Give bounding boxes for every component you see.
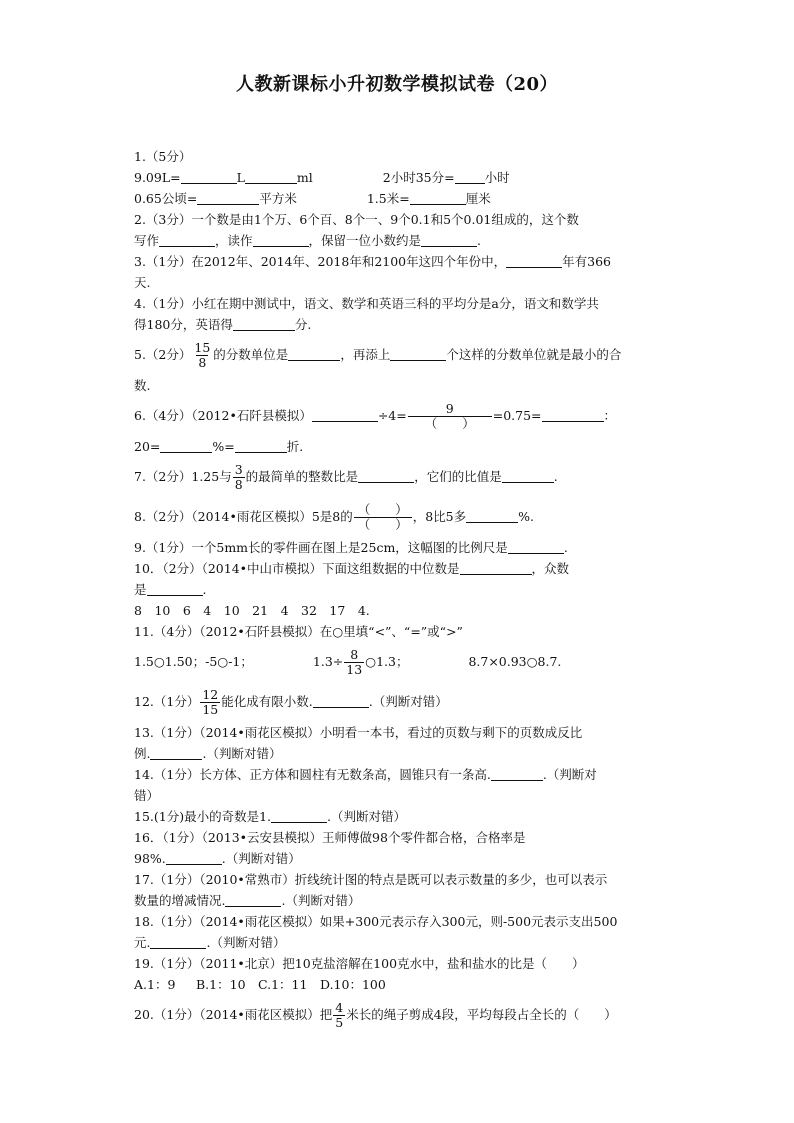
answer-blank[interactable] xyxy=(166,850,222,865)
fraction-numerator: 4 xyxy=(335,1000,344,1015)
q2-text: ，保留一位小数约是 xyxy=(308,233,422,248)
q1-head: 1.（5分） xyxy=(134,149,192,164)
q10-text: 10．（2分）（2014•中山市模拟）下面这组数据的中位数是 xyxy=(134,561,460,576)
fraction-numerator[interactable]: （ ） xyxy=(357,502,408,517)
option-c[interactable]: C.1：11 xyxy=(258,977,308,992)
q17-line2 xyxy=(134,890,662,911)
answer-blank[interactable] xyxy=(147,581,203,596)
option-b[interactable]: B.1：10 xyxy=(196,977,246,992)
q4-line2 xyxy=(134,314,662,335)
q6-text: ÷4= xyxy=(377,408,407,423)
q8-text: 8.（2分）（2014•雨花区模拟）5是8的 xyxy=(134,509,353,524)
q6-text: 20= xyxy=(134,439,161,454)
q3-text: 3.（1分）在2012年、2014年、2018年和2100年这四个年份中， xyxy=(134,254,507,269)
q1-b1: 2小时35分= xyxy=(382,170,455,185)
q5-text: 的分数单位是 xyxy=(213,347,289,362)
answer-blank[interactable] xyxy=(235,438,287,453)
fraction xyxy=(233,463,245,492)
answer-blank[interactable] xyxy=(502,468,554,483)
q2-text: 写作 xyxy=(134,233,160,248)
q6-text: 折. xyxy=(286,439,304,454)
answer-blank[interactable] xyxy=(225,892,281,907)
q10-text: ，众数 xyxy=(531,561,570,576)
answer-blank[interactable] xyxy=(288,346,340,361)
q15-line1 xyxy=(134,806,662,827)
q8-text: %. xyxy=(518,509,534,524)
q3-line1 xyxy=(134,251,662,272)
fraction xyxy=(408,402,492,431)
q4-text: 分. xyxy=(294,317,312,332)
q4-text: 得180分，英语得 xyxy=(134,317,233,332)
answer-blank[interactable] xyxy=(491,766,543,781)
fraction xyxy=(344,648,364,677)
q6-line1 xyxy=(134,396,662,436)
q2-text: . xyxy=(477,233,482,248)
q7-text: 7.（2分）1.25与 xyxy=(134,469,232,484)
fraction-denominator: 13 xyxy=(346,662,363,677)
q14-text: .（判断对 xyxy=(542,767,597,782)
q1-a2: L xyxy=(236,170,245,185)
fraction-numerator: 9 xyxy=(445,401,454,416)
q6-text: 6.（4分）（2012•石阡县模拟） xyxy=(134,408,312,423)
q10-text: 是 xyxy=(134,582,147,597)
answer-blank[interactable] xyxy=(233,316,295,331)
answer-blank[interactable] xyxy=(245,169,297,184)
q11-b-pre: 1.3÷ xyxy=(312,654,344,669)
q17-text: .（判断对错） xyxy=(281,893,361,908)
q20-text: 20.（1分）（2014•雨花区模拟）把 xyxy=(134,1007,333,1022)
q9-text: . xyxy=(563,540,568,555)
q11-b-post: ○1.3； xyxy=(365,654,409,669)
answer-blank[interactable] xyxy=(358,468,414,483)
answer-blank[interactable] xyxy=(455,169,485,184)
fraction-denominator[interactable]: （ ） xyxy=(354,517,412,532)
answer-blank[interactable] xyxy=(271,808,327,823)
answer-blank[interactable] xyxy=(181,169,237,184)
q1-b2: 小时 xyxy=(484,170,510,185)
q12-line1 xyxy=(134,682,662,722)
q18-line1: 18.（1分）（2014•雨花区模拟）如果+300元表示存入300元，则-500元表示支出500 xyxy=(134,914,618,929)
answer-blank[interactable] xyxy=(159,232,215,247)
q13-text: 例. xyxy=(134,746,151,761)
q4-line1: 4.（1分）小红在期中测试中，语文、数学和英语三科的平均分是a分，语文和数学共 xyxy=(134,296,599,311)
q7-text: ，它们的比值是 xyxy=(414,469,502,484)
q9-line1 xyxy=(134,537,662,558)
q3-text: 年有366 xyxy=(562,254,611,269)
q16-line2 xyxy=(134,848,662,869)
q7-text: . xyxy=(553,469,558,484)
q12-text: 能化成有限小数. xyxy=(221,694,313,709)
fraction xyxy=(354,503,412,532)
q2-text: ，读作 xyxy=(215,233,253,248)
answer-blank[interactable] xyxy=(421,232,477,247)
answer-blank[interactable] xyxy=(150,934,206,949)
option-d[interactable]: D.10：100 xyxy=(320,977,386,992)
q11-line1: 11.（4分）（2012•石阡县模拟）在○里填“<”、“=”或“>” xyxy=(134,624,463,639)
q18-line2 xyxy=(134,932,662,953)
q11-c: 8.7×0.93○8.7. xyxy=(468,654,562,669)
q6-text: ： xyxy=(603,408,617,423)
fraction-numerator: 3 xyxy=(234,462,243,477)
q1-row1 xyxy=(134,167,662,188)
q10-text: . xyxy=(202,582,207,597)
answer-blank[interactable] xyxy=(542,407,604,422)
q15-text: 15.(1分)最小的奇数是1. xyxy=(134,809,272,824)
q5-line2: 数. xyxy=(134,378,151,393)
q18-text: .（判断对错） xyxy=(206,935,286,950)
fraction-numerator: 8 xyxy=(350,647,359,662)
q1-d2: 厘米 xyxy=(465,191,491,206)
q6-text: =0.75= xyxy=(492,408,542,423)
answer-blank[interactable] xyxy=(312,407,378,422)
q2-line2 xyxy=(134,230,662,251)
q19-options xyxy=(134,974,662,995)
q17-line1: 17.（1分）（2010•常熟市）折线统计图的特点是既可以表示数量的多少，也可以表示 xyxy=(134,872,608,887)
answer-blank[interactable] xyxy=(390,346,446,361)
q17-text: 数量的增减情况. xyxy=(134,893,226,908)
fraction xyxy=(333,1001,345,1030)
page-title: 人教新课标小升初数学模拟试卷（20） xyxy=(235,74,559,95)
fraction xyxy=(200,688,220,717)
q14-line2: 错） xyxy=(134,788,160,803)
fraction-denominator: 15 xyxy=(202,702,219,717)
q3-line2: 天. xyxy=(134,275,151,290)
q20-line1 xyxy=(134,995,662,1035)
q5-text: 5.（2分） xyxy=(134,347,192,362)
q5-line1 xyxy=(134,335,662,375)
q13-line1: 13.（1分）（2014•雨花区模拟）小明看一本书，看过的页数与剩下的页数成反比 xyxy=(134,725,583,740)
answer-blank[interactable] xyxy=(410,190,466,205)
q18-text: 元. xyxy=(134,935,151,950)
q14-text: 14.（1分）长方体、正方体和圆柱有无数条高，圆锥只有一条高. xyxy=(134,767,491,782)
q8-text: ，8比5多 xyxy=(412,509,467,524)
answer-blank[interactable] xyxy=(160,438,212,453)
q20-text: 米长的绳子剪成4段，平均每段占全长的（ ） xyxy=(346,1007,617,1022)
q13-text: .（判断对错） xyxy=(202,746,282,761)
answer-blank[interactable] xyxy=(508,539,564,554)
fraction-numerator: 15 xyxy=(194,340,211,355)
fraction-denominator[interactable]: （ ） xyxy=(408,416,492,431)
answer-blank[interactable] xyxy=(313,693,369,708)
q12-text: .（判断对错） xyxy=(368,694,448,709)
answer-blank[interactable] xyxy=(253,232,309,247)
fraction xyxy=(192,341,212,370)
fraction-denominator: 8 xyxy=(234,477,243,492)
q5-text: ，再添上 xyxy=(340,347,391,362)
q9-text: 9.（1分）一个5mm长的零件画在图上是25cm，这幅图的比例尺是 xyxy=(134,540,508,555)
q16-text: 98%. xyxy=(134,851,166,866)
q15-text: .（判断对错） xyxy=(327,809,406,824)
q16-line1: 16．（1分）（2013•云安县模拟）王师傅做98个零件都合格，合格率是 xyxy=(134,830,526,845)
q7-text: 的最简单的整数比是 xyxy=(245,469,359,484)
q12-text: 12.（1分） xyxy=(134,694,200,709)
q8-line1 xyxy=(134,497,662,537)
q1-row2 xyxy=(134,188,662,209)
q1-a3: ml xyxy=(296,170,313,185)
q1-c1: 0.65公顷= xyxy=(134,191,198,206)
option-a[interactable]: A.1：9 xyxy=(134,977,176,992)
answer-blank[interactable] xyxy=(197,190,259,205)
fraction-denominator: 8 xyxy=(198,355,207,370)
q2-line1: 2.（3分）一个数是由1个万、6个百、8个一、9个0.1和5个0.01组成的，这个数 xyxy=(134,212,579,227)
q6-text: %= xyxy=(212,439,235,454)
question-list xyxy=(134,146,662,1035)
q1-d1: 1.5米= xyxy=(366,191,410,206)
fraction-denominator: 5 xyxy=(335,1015,344,1030)
fraction-numerator: 12 xyxy=(202,687,219,702)
q10-data: 8 10 6 4 10 21 4 32 17 4. xyxy=(134,603,370,618)
q10-line1 xyxy=(134,558,662,579)
q11-line2 xyxy=(134,642,662,682)
answer-blank[interactable] xyxy=(506,253,562,268)
q1-a1: 9.09L= xyxy=(134,170,181,185)
q10-line2 xyxy=(134,579,662,600)
answer-blank[interactable] xyxy=(466,508,518,523)
q19-line1: 19.（1分）（2011•北京）把10克盐溶解在100克水中，盐和盐水的比是（ ） xyxy=(134,956,585,971)
q7-line1 xyxy=(134,457,662,497)
q14-line1 xyxy=(134,764,662,785)
q5-text: 个这样的分数单位就是最小的合 xyxy=(446,347,622,362)
q6-line2 xyxy=(134,436,662,457)
q16-text: .（判断对错） xyxy=(221,851,301,866)
q13-line2 xyxy=(134,743,662,764)
answer-blank[interactable] xyxy=(460,560,532,575)
q1-c2: 平方米 xyxy=(259,191,297,206)
q11-a: 1.5○1.50；-5○-1； xyxy=(134,654,253,669)
answer-blank[interactable] xyxy=(150,745,202,760)
